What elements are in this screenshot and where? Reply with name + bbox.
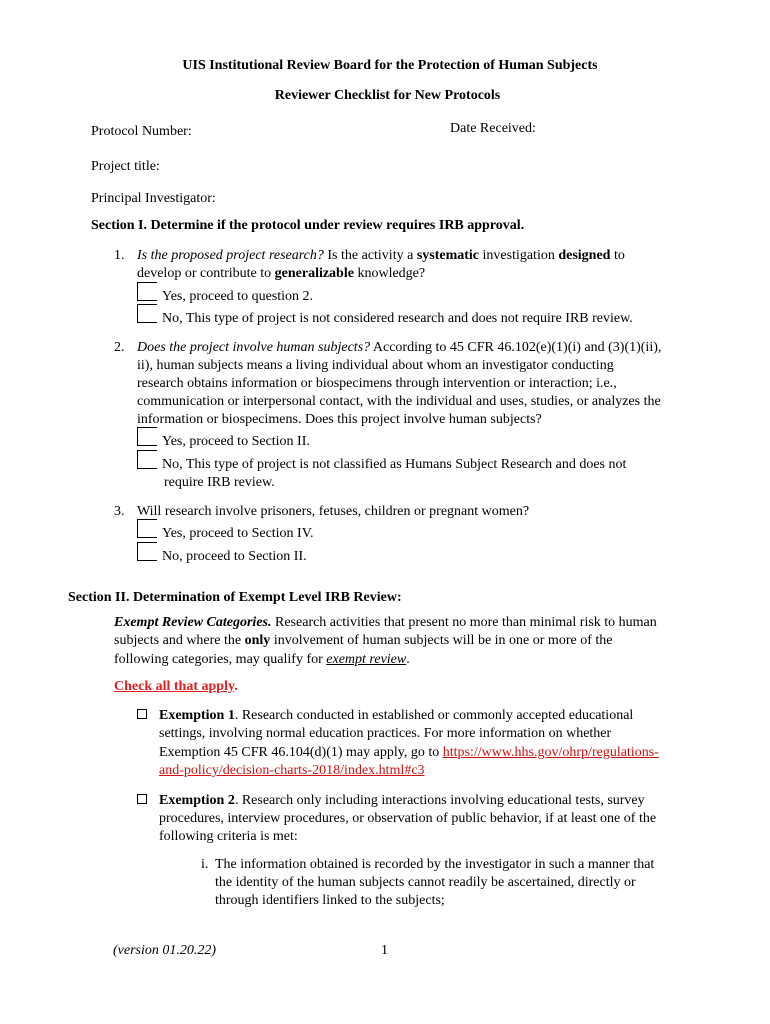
- q3-yes-checkbox[interactable]: [137, 519, 157, 538]
- section1-heading: Section I. Determine if the protocol under review requires IRB approval.: [91, 218, 525, 233]
- hhs-decision-charts-link-line2[interactable]: and-policy/decision-charts-2018/index.html#c3: [159, 763, 425, 778]
- q3-number: 3.: [114, 504, 125, 519]
- q1-text: Is the proposed project research? Is the activity a systematic investigation designed to: [137, 248, 625, 263]
- exemption1-line3: Exemption 45 CFR 46.104(d)(1) may apply, go to https://www.hhs.gov/ohrp/regulations-: [159, 745, 659, 760]
- exemption1-line2: settings, involving normal education practices. For more information on whether: [159, 726, 612, 741]
- q3-text: Will research involve prisoners, fetuses, children or pregnant women?: [137, 504, 530, 519]
- q2-text-line5: information or biospecimens. Does this project involve human subjects?: [137, 412, 542, 427]
- footer-version: (version 01.20.22): [113, 943, 217, 958]
- section2-intro-line2: subjects and where the only involvement of human subjects will be in one or more of the: [114, 633, 613, 648]
- q3-yes-label: Yes, proceed to Section IV.: [162, 526, 314, 541]
- exemption2-line2: procedures, interview procedures, or observation of public behavior, if at least one of the: [159, 811, 657, 826]
- date-received-label: Date Received:: [450, 121, 536, 136]
- q2-yes-label: Yes, proceed to Section II.: [162, 434, 310, 449]
- exemption2-line1: Exemption 2. Research only including interactions involving educational tests, survey: [159, 793, 645, 808]
- footer-page-number: 1: [381, 943, 388, 958]
- q3-no-checkbox[interactable]: [137, 542, 157, 561]
- exemption2-sub-number: i.: [201, 857, 209, 872]
- q1-number: 1.: [114, 248, 125, 263]
- exemption2-line3: following criteria is met:: [159, 829, 298, 844]
- check-all-instruction: Check all that apply.: [114, 679, 238, 694]
- document-title: UIS Institutional Review Board for the Protection of Human Subjects: [182, 58, 598, 73]
- section2-heading: Section II. Determination of Exempt Level IRB Review:: [68, 590, 402, 605]
- section2-intro-line3: following categories, may qualify for exempt review.: [114, 652, 410, 667]
- exemption2-sub-line2: the identity of the human subjects cannot readily be ascertained, directly or: [215, 875, 636, 890]
- q1-no-label: No, This type of project is not considered research and does not require IRB review.: [162, 311, 633, 326]
- section2-intro-line1: Exempt Review Categories. Research activities that present no more than minimal risk to human: [114, 615, 657, 630]
- exemption1-line1: Exemption 1. Research conducted in established or commonly accepted educational: [159, 708, 634, 723]
- q3-no-label: No, proceed to Section II.: [162, 549, 307, 564]
- q2-text-line4: communication or interpersonal contact, with the individual and uses, studies, or analyzes the: [137, 394, 661, 409]
- q1-no-checkbox[interactable]: [137, 304, 157, 323]
- q2-no-checkbox[interactable]: [137, 450, 157, 469]
- hhs-decision-charts-link[interactable]: https://www.hhs.gov/ohrp/regulations-: [442, 745, 659, 760]
- principal-investigator-label: Principal Investigator:: [91, 191, 216, 206]
- exemption2-sub-line3: through identifiers linked to the subjects;: [215, 893, 445, 908]
- protocol-number-label: Protocol Number:: [91, 124, 192, 139]
- q2-text-line1: Does the project involve human subjects? According to 45 CFR 46.102(e)(1)(i) and (3)(1)(ii),: [137, 340, 662, 355]
- document-subtitle: Reviewer Checklist for New Protocols: [274, 88, 501, 103]
- project-title-label: Project title:: [91, 159, 160, 174]
- exemption2-sub-line1: The information obtained is recorded by the investigator in such a manner that: [215, 857, 655, 872]
- q2-no-label: No, This type of project is not classified as Humans Subject Research and does not: [162, 457, 627, 472]
- q2-yes-checkbox[interactable]: [137, 427, 157, 446]
- q2-no-label-line2: require IRB review.: [164, 475, 275, 490]
- q2-text-line3: research obtains information or biospecimens through intervention or interaction; i.e.,: [137, 376, 617, 391]
- q2-number: 2.: [114, 340, 125, 355]
- q1-yes-checkbox[interactable]: [137, 282, 157, 301]
- q2-text-line2: ii), human subjects means a living individual about whom an investigator conducting: [137, 358, 614, 373]
- exemption2-checkbox[interactable]: [137, 794, 147, 804]
- q1-text-line2: develop or contribute to generalizable knowledge?: [137, 266, 426, 281]
- exemption1-checkbox[interactable]: [137, 709, 147, 719]
- q1-yes-label: Yes, proceed to question 2.: [162, 289, 314, 304]
